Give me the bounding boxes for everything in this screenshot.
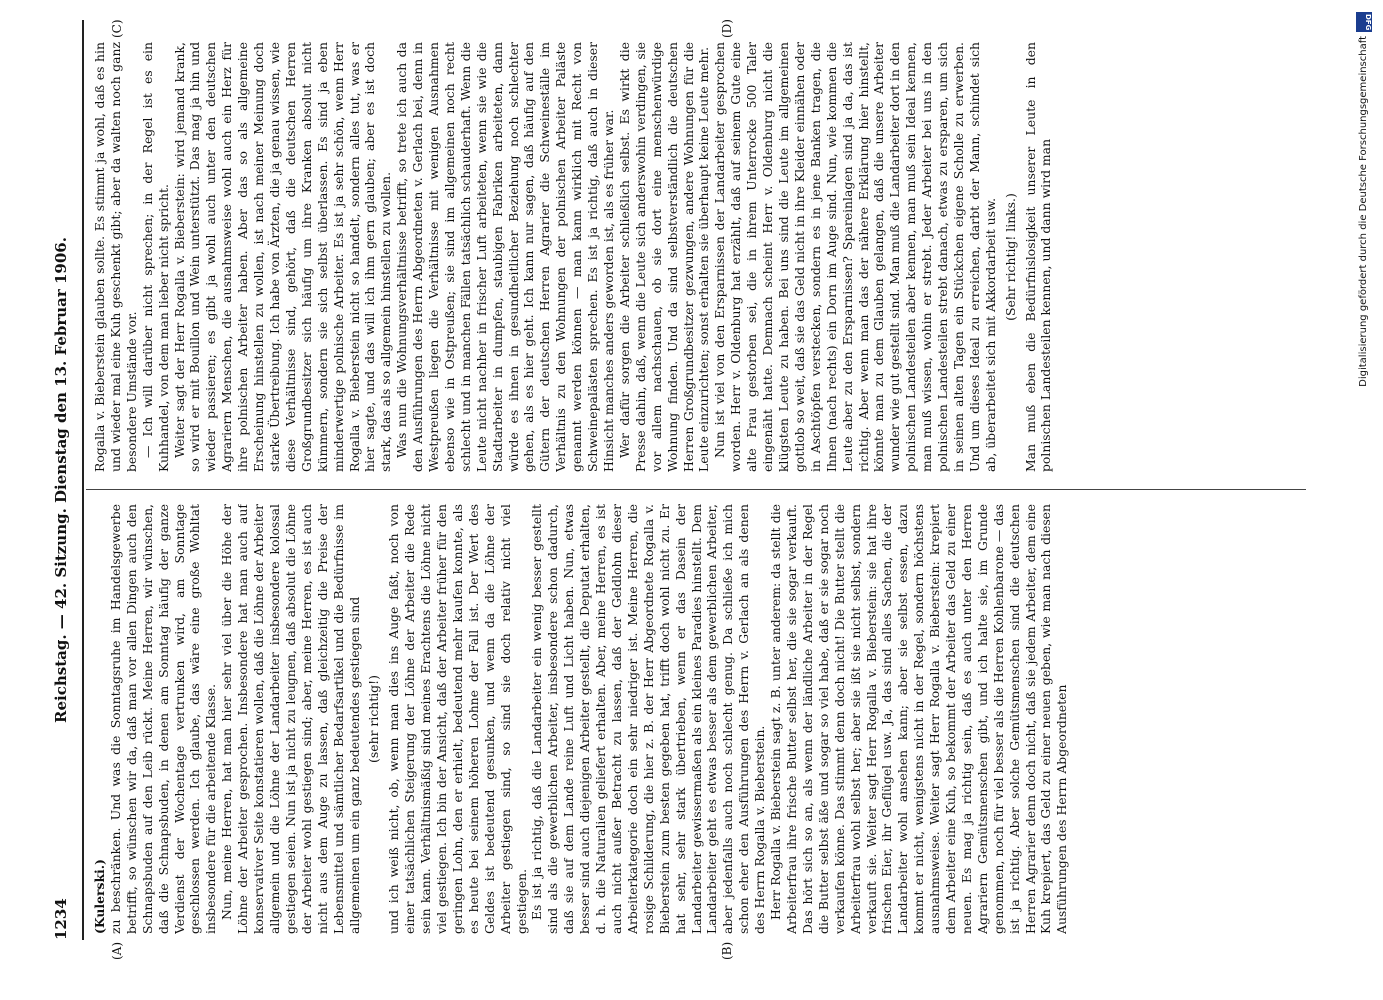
paragraph: — Ich will darüber nicht sprechen; in der Regel ist es ein Kuhhandel, von dem man lieber nicht spricht. [139, 42, 171, 472]
paragraph: Nun ist viel von den Ersparnissen der Landarbeiter gesprochen worden. Herr v. Oldenburg hat erzählt, daß auf seinem Gute eine alte Frau gestorben sei, die in ihrem Unterrocke 500 Taler eingenäht hatte. Demnach scheint Herr v. Oldenburg nicht die klügsten Leute zu haben. Bei uns sind die Leute im allgemeinen gottlob so weit, daß sie das Geld nicht in ihre Kleider einnähen oder in Aschtöpfen verstecken, sondern es in jene Banken tragen, die Ihnen (nach rechts) ein Dorn im Auge sind. Nun, wie kommen die Leute aber zu den Ersparnissen? Spareinlagen sind ja da, das ist richtig. Aber wenn man das der nähere Erklärung hier hinstellt, könnte man zu dem Glauben gelangen, daß die unsere Arbeiter wunder wie gut gestellt sind. Man muß die Landarbeiter dort in den polnischen Landesteilen aber kennen, man muß sein Ideal kennen, man muß wissen, wohin er strebt. Jeder Arbeiter bei uns in den polnischen Landesteilen strebt danach, etwas zu ersparen, um sich in seinen alten Tagen ein Stückchen eigene Scholle zu erwerben. Und um dieses Ideal zu erreichen, darbt der Mann, schindet sich ab, überarbeitet sich mit Akkordarbeit usw. [712, 42, 998, 472]
dfg-logo: DFG [1356, 12, 1372, 32]
paragraph: Was nun die Wohnungsverhältnisse betrifft, so trete ich auch da den Ausführungen des Herrn Abgeordneten v. Gerlach bei, denn in Westpreußen liegen die Verhältnisse mit wenigen Ausnahmen ebenso wie in Ostpreußen; sie sind im allgemeinen noch recht schlecht und in manchen Fällen tatsächlich schauderhaft. Wenn die Leute nicht nachher in frischer Luft arbeiteten, wenn sie wie die Stadtarbeiter in dumpfen, staubigen Fabriken arbeiteten, dann würde es ihnen in gesundheitlicher Beziehung noch schlechter gehen, als es hier geht. Ich kann nur sagen, daß häufig auf den Gütern der deutschen Herren Agrarier die Schweineställe im Verhältnis zu den Wohnungen der polnischen Arbeiter Paläste genannt werden können — man kann wirklich mit Recht von Schweinepalästen sprechen. Es ist ja richtig, daß auch in dieser Hinsicht manches anders geworden ist, als es früher war. [394, 42, 616, 472]
left-column [92, 504, 1307, 934]
margin-mark-c: (C) [110, 19, 124, 38]
paragraph: Herr Rogalla v. Bieberstein sagt z. B. unter anderem: da stellt die Arbeiterfrau ihre frische Butter selbst her, die sie sogar verkauft. Das hört sich so an, als wenn der ländliche Arbeiter in der Regel die Butter selbst äße und sogar so viel habe, daß er sie sogar noch verkaufen könne. Das stimmt denn doch nicht! Die Butter stellt die Arbeiterfrau wohl selbst her; aber sie ißt sie nicht selbst, sondern verkauft sie. Weiter sagt Herr Rogalla v. Bieberstein: sie hat ihre frischen Eier, ihr Geflügel usw. Ja, das sind alles Sachen, die der Landarbeiter wohl ansehen kann; aber sie selbst essen, dazu kommt er nicht, wenigstens nicht in der Regel, sondern höchstens ausnahmsweise. Weiter sagt Herr Rogalla v. Bieberstein: krepiert dem Arbeiter eine Kuh, so bekommt der Arbeiter das Geld zu einer neuen. Es mag ja richtig sein, daß es auch unter den Herren Agrariern Gemütsmenschen gibt, und ich halte sie, im Grunde genommen, noch für viel besser als die Herren Kohlenbarone — das ist ja richtig. Aber solche Gemütsmenschen sind die deutschen Herren Agrarier denn doch nicht, daß sie jedem Arbeiter, dem eine Kuh krepiert, das Geld zu einer neuen geben, wie man nach diesen Ausführungen des Herrn Abgeordneten [768, 504, 1070, 934]
digitization-watermark [1353, 6, 1375, 994]
margin-mark-a: (A) [110, 941, 124, 960]
interjection: (sehr richtig!) [366, 675, 382, 763]
paragraph: Wer dafür sorgen die Arbeiter schließlich selbst. Es wirkt die Presse dahin, daß, wenn die Leute sich anderswohin verdingen, sie vor allem nachschauen, ob sie dort eine menschenwürdige Wohnung finden. Und da sind selbstverständlich die deutschen Herren Großgrundbesitzer gezwungen, andere Wohnungen für die Leute einzurichten; sonst erhalten sie überhaupt keine Leute mehr. [616, 42, 712, 472]
right-column [92, 42, 1307, 472]
interjection: (Sehr richtig! links.) [1002, 193, 1018, 321]
paragraph: Es ist ja richtig, daß die Landarbeiter ein wenig besser gestellt sind als die gewerblichen Arbeiter, insbesondere schon dadurch, daß sie auf dem Lande reine Luft und Licht haben. Nun, etwas besser sind auch diejenigen Arbeiter gestellt, die Deputat erhalten, d. h. die Naturalien geliefert erhalten. Aber, meine Herren, es ist auch nicht außer Betracht zu lassen, daß der Geldlohn dieser Arbeiterkategorie doch ein sehr niedriger ist. Meine Herren, die rosige Schilderung, die hier z. B. der Herr Abgeordnete Rogalla v. Bieberstein zum besten gegeben hat, trifft doch wohl nicht zu. Er hat sehr, sehr stark übertrieben, wenn er das Dasein der Landarbeiter gewissermaßen als ein kleines Paradies hinstellt. Dem Landarbeiter geht es etwas besser als dem gewerblichen Arbeiter, aber jedenfalls auch noch schlecht genug. Da schließe ich mich schon eher den Ausführungen des Herrn v. Gerlach an als denen des Herrn Rogalla v. Bieberstein. [529, 504, 768, 934]
watermark-text: Digitalisierung gefördert durch die Deutsche Forschungsgemeinschaft [1358, 36, 1369, 387]
header-rule [82, 20, 84, 940]
paragraph: zu beschränken. Und was die Sonntagsruhe im Handelsgewerbe betrifft, so wünschen wir da, daß man vor allen Dingen auch den Schnapsbuden auf den Leib rückt. Meine Herren, wir wünschen, daß die Schnapsbuden, in denen am Sonntag häufig der ganze Verdienst der Wochentage vertrunken wird, am Sonntage geschlossen werden. Ich glaube, das wäre eine große Wohltat insbesondere für die arbeitende Klasse. [107, 504, 219, 934]
column-divider [86, 489, 1306, 490]
speaker-tag: (Kulerski.) [92, 859, 107, 934]
margin-mark-b: (B) [720, 941, 734, 960]
paragraph: Man muß eben die Bedürfnislosigkeit unserer Leute in den polnischen Landesteilen kennen, und dann wird man [1022, 42, 1054, 472]
paragraph: Weiter sagt der Herr Rogalla v. Bieberstein: wird jemand krank, so wird er mit Bouillon und Wein unterstützt. Das mag ja hin und wieder passieren; es gibt ja wohl auch unter den deutschen Agrariern Menschen, die ausnahmsweise wohl auch ein Herz für ihre polnischen Arbeiter haben. Aber das so als allgemeine Erscheinung hinstellen zu wollen, ist nach meiner Meinung doch starke Übertreibung. Ich habe von Ärzten, die ja genau wissen, wie diese Verhältnisse sind, gehört, daß die deutschen Herren Großgrundbesitzer sich häufig um ihre Kranken absolut nicht kümmern, sondern sie sich selbst überlassen. Es sind ja eben minderwertige polnische Arbeiter. Es ist ja sehr schön, wenn Herr Rogalla v. Bieberstein nicht so handelt, sondern alles tut, was er hier sagte, und das will ich ihm gern glauben; aber es ist doch stark, das als so allgemein hinstellen zu wollen. [171, 42, 394, 472]
paragraph: und ich weiß nicht, ob, wenn man dies ins Auge faßt, noch von einer tatsächlichen Steigerung der Löhne der Arbeiter die Rede sein kann. Verhältnismäßig sind meines Erachtens die Löhne nicht viel gestiegen. Ich bin der Ansicht, daß der Arbeiter früher für den geringen Lohn, den er erhielt, bedeutend mehr kaufen konnte, als es heute bei seinem höheren Lohne der Fall ist. Der Wert des Geldes ist bedeutend gesunken, und wenn da die Löhne der Arbeiter gestiegen sind, so sind sie doch relativ nicht viel gestiegen. [386, 504, 529, 934]
margin-mark-d: (D) [720, 19, 734, 38]
paragraph: Nun, meine Herren, hat man hier sehr viel über die Höhe der Löhne der Arbeiter gesprochen. Insbesondere hat man auch auf konservativer Seite konstatieren wollen, daß die Löhne der Arbeiter allgemein und die Löhne der Landarbeiter insbesondere kolossal gestiegen seien. Nun ist ja nicht zu leugnen, daß absolut die Löhne der Arbeiter wohl gestiegen sind; aber, meine Herren, es ist auch nicht aus dem Auge zu lassen, daß gleichzeitig die Preise der Lebensmittel und sämtlicher Bedarfsartikel und die Bedürfnisse im allgemeinen um ein ganz bedeutendes gestiegen sind [219, 504, 362, 934]
page-title: Reichstag. — 42. Sitzung. Dienstag den 13. Februar 1906. [52, 237, 70, 723]
page-header [52, 20, 80, 940]
paragraph: Rogalla v. Bieberstein glauben sollte. Es stimmt ja wohl, daß es hin und wieder mal eine Kuh geschenkt gibt; aber da walten noch ganz besondere Umstände vor. [92, 42, 139, 472]
page-number: 1234 [52, 898, 70, 940]
